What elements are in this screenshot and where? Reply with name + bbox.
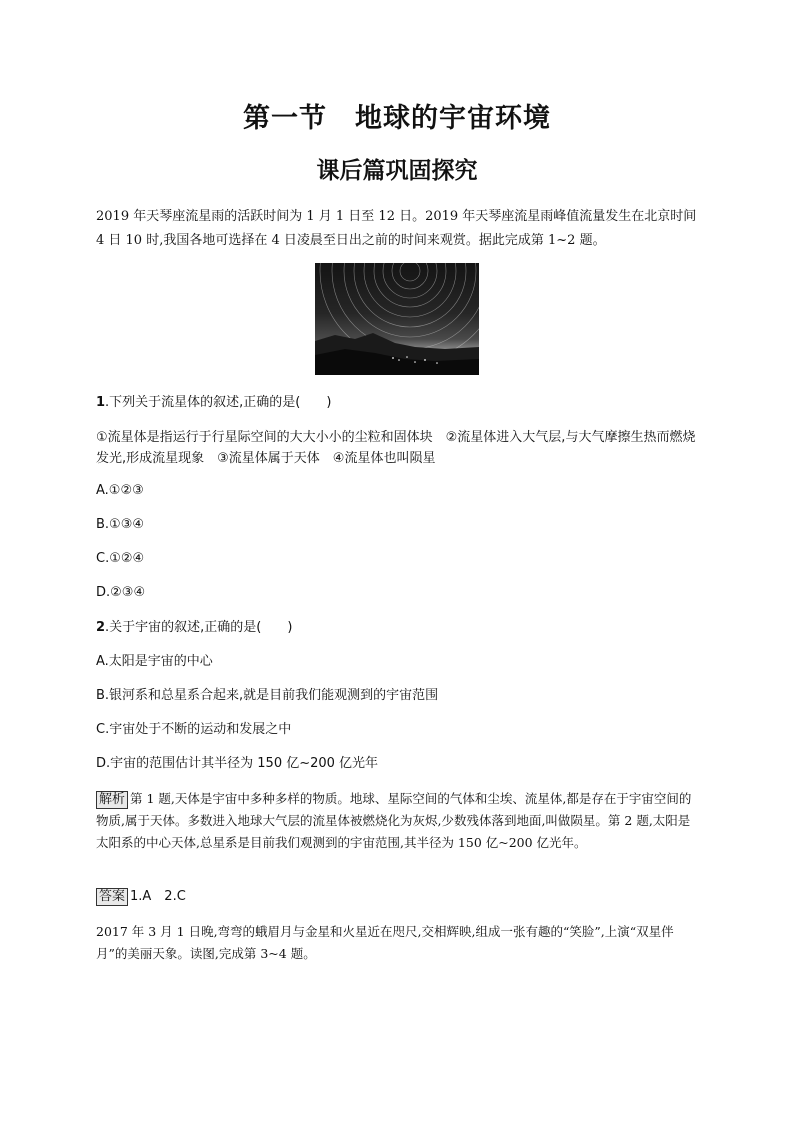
option-c: C.宇宙处于不断的运动和发展之中 — [96, 722, 292, 737]
question-1 — [96, 393, 700, 413]
option-a: A.太阳是宇宙的中心 — [96, 654, 213, 669]
answer-block — [96, 887, 700, 907]
question-number: 1 — [96, 395, 106, 410]
explanation-text: 第 1 题,天体是宇宙中多种多样的物质。地球、星际空间的气体和尘埃、流星体,都是存在于宇宙空间的物质,属于天体。多数进入地球大气层的流星体被燃烧化为灰烬,少数残体落到地面,叫做陨星。第 2 题,太阳是太阳系的中心天体,总星系是目前我们观测到的宇宙范围,其半径为 150 亿~200 亿光年。 — [96, 791, 692, 850]
intro-paragraph-1: 2019 年天琴座流星雨的活跃时间为 1 月 1 日至 12 日。2019 年天琴座流星雨峰值流量发生在北京时间 4 日 10 时,我国各地可选择在 4 日凌晨至日出之前的时间来观赏。据此完成第 1~2 题。 — [96, 209, 697, 248]
option-b: B.银河系和总星系合起来,就是目前我们能观测到的宇宙范围 — [96, 688, 439, 703]
answer-tag: 答案 — [96, 888, 128, 906]
meteor-night-sky-photo — [315, 263, 479, 375]
explanation-block — [96, 788, 700, 854]
option-d: D.②③④ — [96, 585, 146, 600]
option-c: C.①②④ — [96, 551, 145, 566]
page-subtitle: 课后篇巩固探究 — [316, 158, 478, 184]
question-number: 2 — [96, 620, 106, 635]
intro-paragraph-2: 2017 年 3 月 1 日晚,弯弯的蛾眉月与金星和火星近在咫尺,交相辉映,组成一张有趣的“笑脸”,上演“双星伴月”的美丽天象。读图,完成第 3~4 题。 — [96, 924, 674, 961]
explanation-tag: 解析 — [96, 791, 128, 809]
answer-text: 1.A 2.C — [130, 889, 186, 904]
page-title: 第一节 地球的宇宙环境 — [243, 103, 551, 134]
option-b: B.①③④ — [96, 517, 145, 532]
question-1-statements: ①流星体是指运行于行星际空间的大大小小的尘粒和固体块 ②流星体进入大气层,与大气摩擦生热而燃烧发光,形成流星现象 ③流星体属于天体 ④流星体也叫陨星 — [96, 430, 696, 466]
question-2 — [96, 618, 700, 638]
option-a: A.①②③ — [96, 483, 144, 498]
question-stem: .下列关于流星体的叙述,正确的是( ) — [105, 395, 332, 410]
option-d: D.宇宙的范围估计其半径为 150 亿~200 亿光年 — [96, 756, 379, 771]
star-trail-icon — [315, 263, 479, 375]
question-stem: .关于宇宙的叙述,正确的是( ) — [105, 620, 293, 635]
